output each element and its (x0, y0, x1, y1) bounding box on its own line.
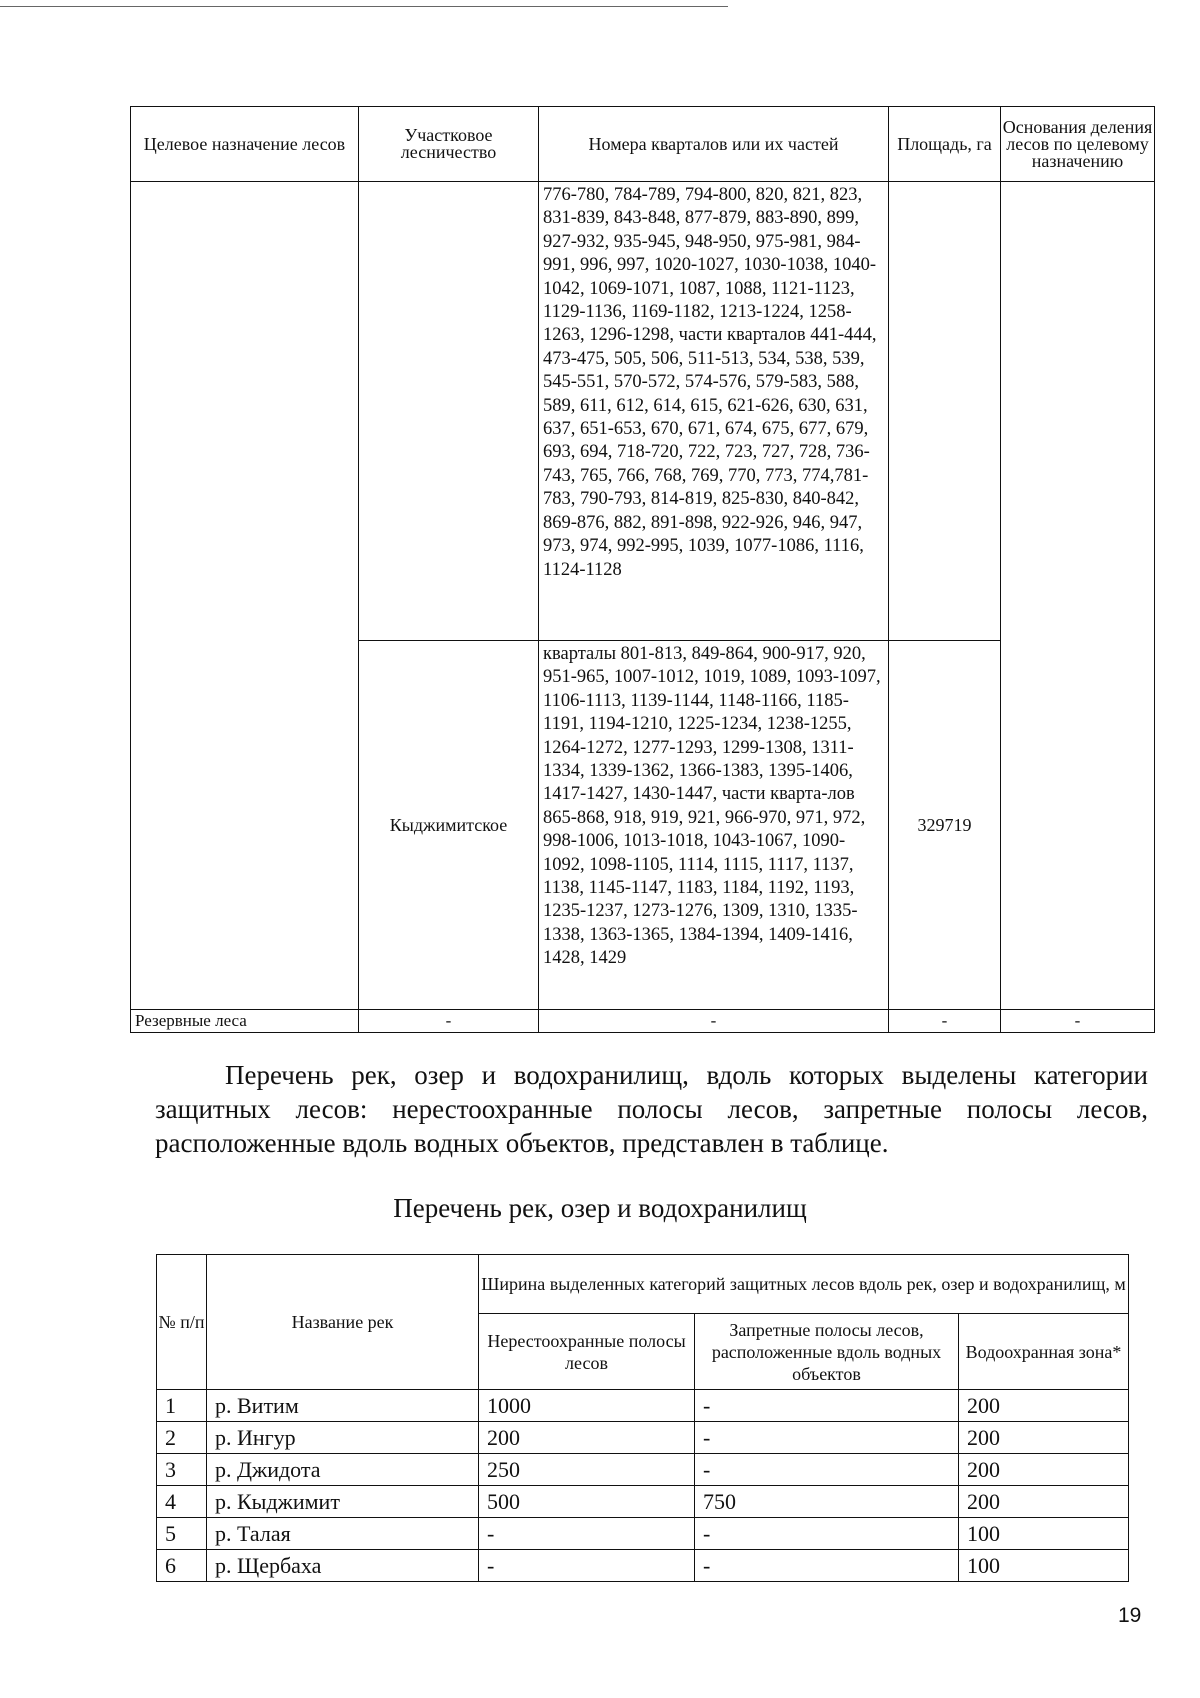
zone-value: 200 (959, 1454, 1129, 1486)
scan-edge-line (0, 6, 728, 7)
header-forestry: Участковое лесничество (359, 107, 539, 182)
quarters-cell: 776-780, 784-789, 794-800, 820, 821, 823, 831-839, 843-848, 877-879, 883-890, 899, 927-932, 935-945, 948-950, 975-981, 984-991, 996, 997, 1020-1027, 1030-1038, 1040-1042, 1069-1071, 1087, 1088, 1121-1123, 1129-1136, 1169-1182, 1213-1224, 1258-1263, 1296-1298, части кварталов 441-444, 473-475, 505, 506, 511-513, 534, 538, 539, 545-551, 570-572, 574-576, 579-583, 588, 589, 611, 612, 614, 615, 621-626, 630, 631, 637, 651-653, 670, 671, 674, 675, 677, 679, 693, 694, 718-720, 722, 723, 727, 728, 736-743, 765, 766, 768, 769, 770, 773, 774,781-783, 790-793, 814-819, 825-830, 840-842, 869-876, 882, 891-898, 922-926, 946, 947, 973, 974, 992-995, 1039, 1077-1086, 1116, 1124-1128 (539, 182, 889, 641)
river-name: р. Ингур (207, 1422, 479, 1454)
header-width-group: Ширина выделенных категорий защитных лесов вдоль рек, озер и водохранилищ, м (479, 1255, 1129, 1314)
spawning-value: 200 (479, 1422, 695, 1454)
forestry-name: Кыджимитское (359, 641, 539, 1010)
area-cell-empty (889, 182, 1001, 641)
header-purpose: Целевое назначение лесов (131, 107, 359, 182)
body-paragraph: Перечень рек, озер и водохранилищ, вдоль которых выделены категории защитных лесов: нерестоохранные полосы лесов, запретные полосы лесов, расположенные вдоль водных объектов, представлен в таблице. (155, 1060, 1148, 1158)
spawning-value: - (479, 1550, 695, 1582)
table-row (157, 1454, 1129, 1486)
table2-title: Перечень рек, озер и водохранилищ (393, 1193, 807, 1223)
table-row-reserve (131, 1010, 1155, 1033)
forbidden-value: - (695, 1454, 959, 1486)
row-num: 2 (157, 1422, 207, 1454)
river-name: р. Кыджимит (207, 1486, 479, 1518)
row-num: 4 (157, 1486, 207, 1518)
table-row (157, 1550, 1129, 1582)
row-num: 5 (157, 1518, 207, 1550)
table-header-row (131, 107, 1155, 182)
header-quarters: Номера кварталов или их частей (539, 107, 889, 182)
table-row (131, 182, 1155, 641)
rivers-table (156, 1254, 1129, 1582)
purpose-cell-empty (131, 182, 359, 1010)
river-name: р. Джидота (207, 1454, 479, 1486)
forest-purpose-table (130, 106, 1155, 1033)
zone-value: 200 (959, 1390, 1129, 1422)
forbidden-value: - (695, 1422, 959, 1454)
spawning-value: - (479, 1518, 695, 1550)
table-header-row (157, 1255, 1129, 1314)
zone-value: 200 (959, 1422, 1129, 1454)
zone-value: 200 (959, 1486, 1129, 1518)
forbidden-value: - (695, 1550, 959, 1582)
row-num: 6 (157, 1550, 207, 1582)
zone-value: 100 (959, 1550, 1129, 1582)
header-area: Площадь, га (889, 107, 1001, 182)
header-basis: Основания деления лесов по целевому назначению (1001, 107, 1155, 182)
header-water-zone: Водоохранная зона* (959, 1314, 1129, 1390)
forbidden-value: - (695, 1390, 959, 1422)
forbidden-value: - (695, 1518, 959, 1550)
header-spawning: Нерестоохранные полосы лесов (479, 1314, 695, 1390)
row-num: 3 (157, 1454, 207, 1486)
river-name: р. Витим (207, 1390, 479, 1422)
basis-cell-empty (1001, 182, 1155, 1010)
spawning-value: 500 (479, 1486, 695, 1518)
table-row (157, 1390, 1129, 1422)
row-num: 1 (157, 1390, 207, 1422)
header-forbidden: Запретные полосы лесов, расположенные вдоль водных объектов (695, 1314, 959, 1390)
reserve-basis: - (1001, 1010, 1155, 1033)
table-row (157, 1422, 1129, 1454)
page-number: 19 (1118, 1604, 1142, 1627)
reserve-forestry: - (359, 1010, 539, 1033)
river-name: р. Щербаха (207, 1550, 479, 1582)
reserve-purpose: Резервные леса (131, 1010, 359, 1033)
river-name: р. Талая (207, 1518, 479, 1550)
zone-value: 100 (959, 1518, 1129, 1550)
table-row (157, 1486, 1129, 1518)
area-value: 329719 (889, 641, 1001, 1010)
quarters-cell: кварталы 801-813, 849-864, 900-917, 920, 951-965, 1007-1012, 1019, 1089, 1093-1097, 1106-1113, 1139-1144, 1148-1166, 1185-1191, 1194-1210, 1225-1234, 1238-1255, 1264-1272, 1277-1293, 1299-1308, 1311-1334, 1339-1362, 1366-1383, 1395-1406, 1417-1427, 1430-1447, части кварта-лов 865-868, 918, 919, 921, 966-970, 971, 972, 998-1006, 1013-1018, 1043-1067, 1090-1092, 1098-1105, 1114, 1115, 1117, 1137, 1138, 1145-1147, 1183, 1184, 1192, 1193, 1235-1237, 1273-1276, 1309, 1310, 1335-1338, 1363-1365, 1384-1394, 1409-1416, 1428, 1429 (539, 641, 889, 1010)
spawning-value: 250 (479, 1454, 695, 1486)
spawning-value: 1000 (479, 1390, 695, 1422)
header-num: № п/п (157, 1255, 207, 1390)
header-river-name: Название рек (207, 1255, 479, 1390)
forbidden-value: 750 (695, 1486, 959, 1518)
forestry-cell-empty (359, 182, 539, 641)
table-row (157, 1518, 1129, 1550)
reserve-area: - (889, 1010, 1001, 1033)
reserve-quarters: - (539, 1010, 889, 1033)
